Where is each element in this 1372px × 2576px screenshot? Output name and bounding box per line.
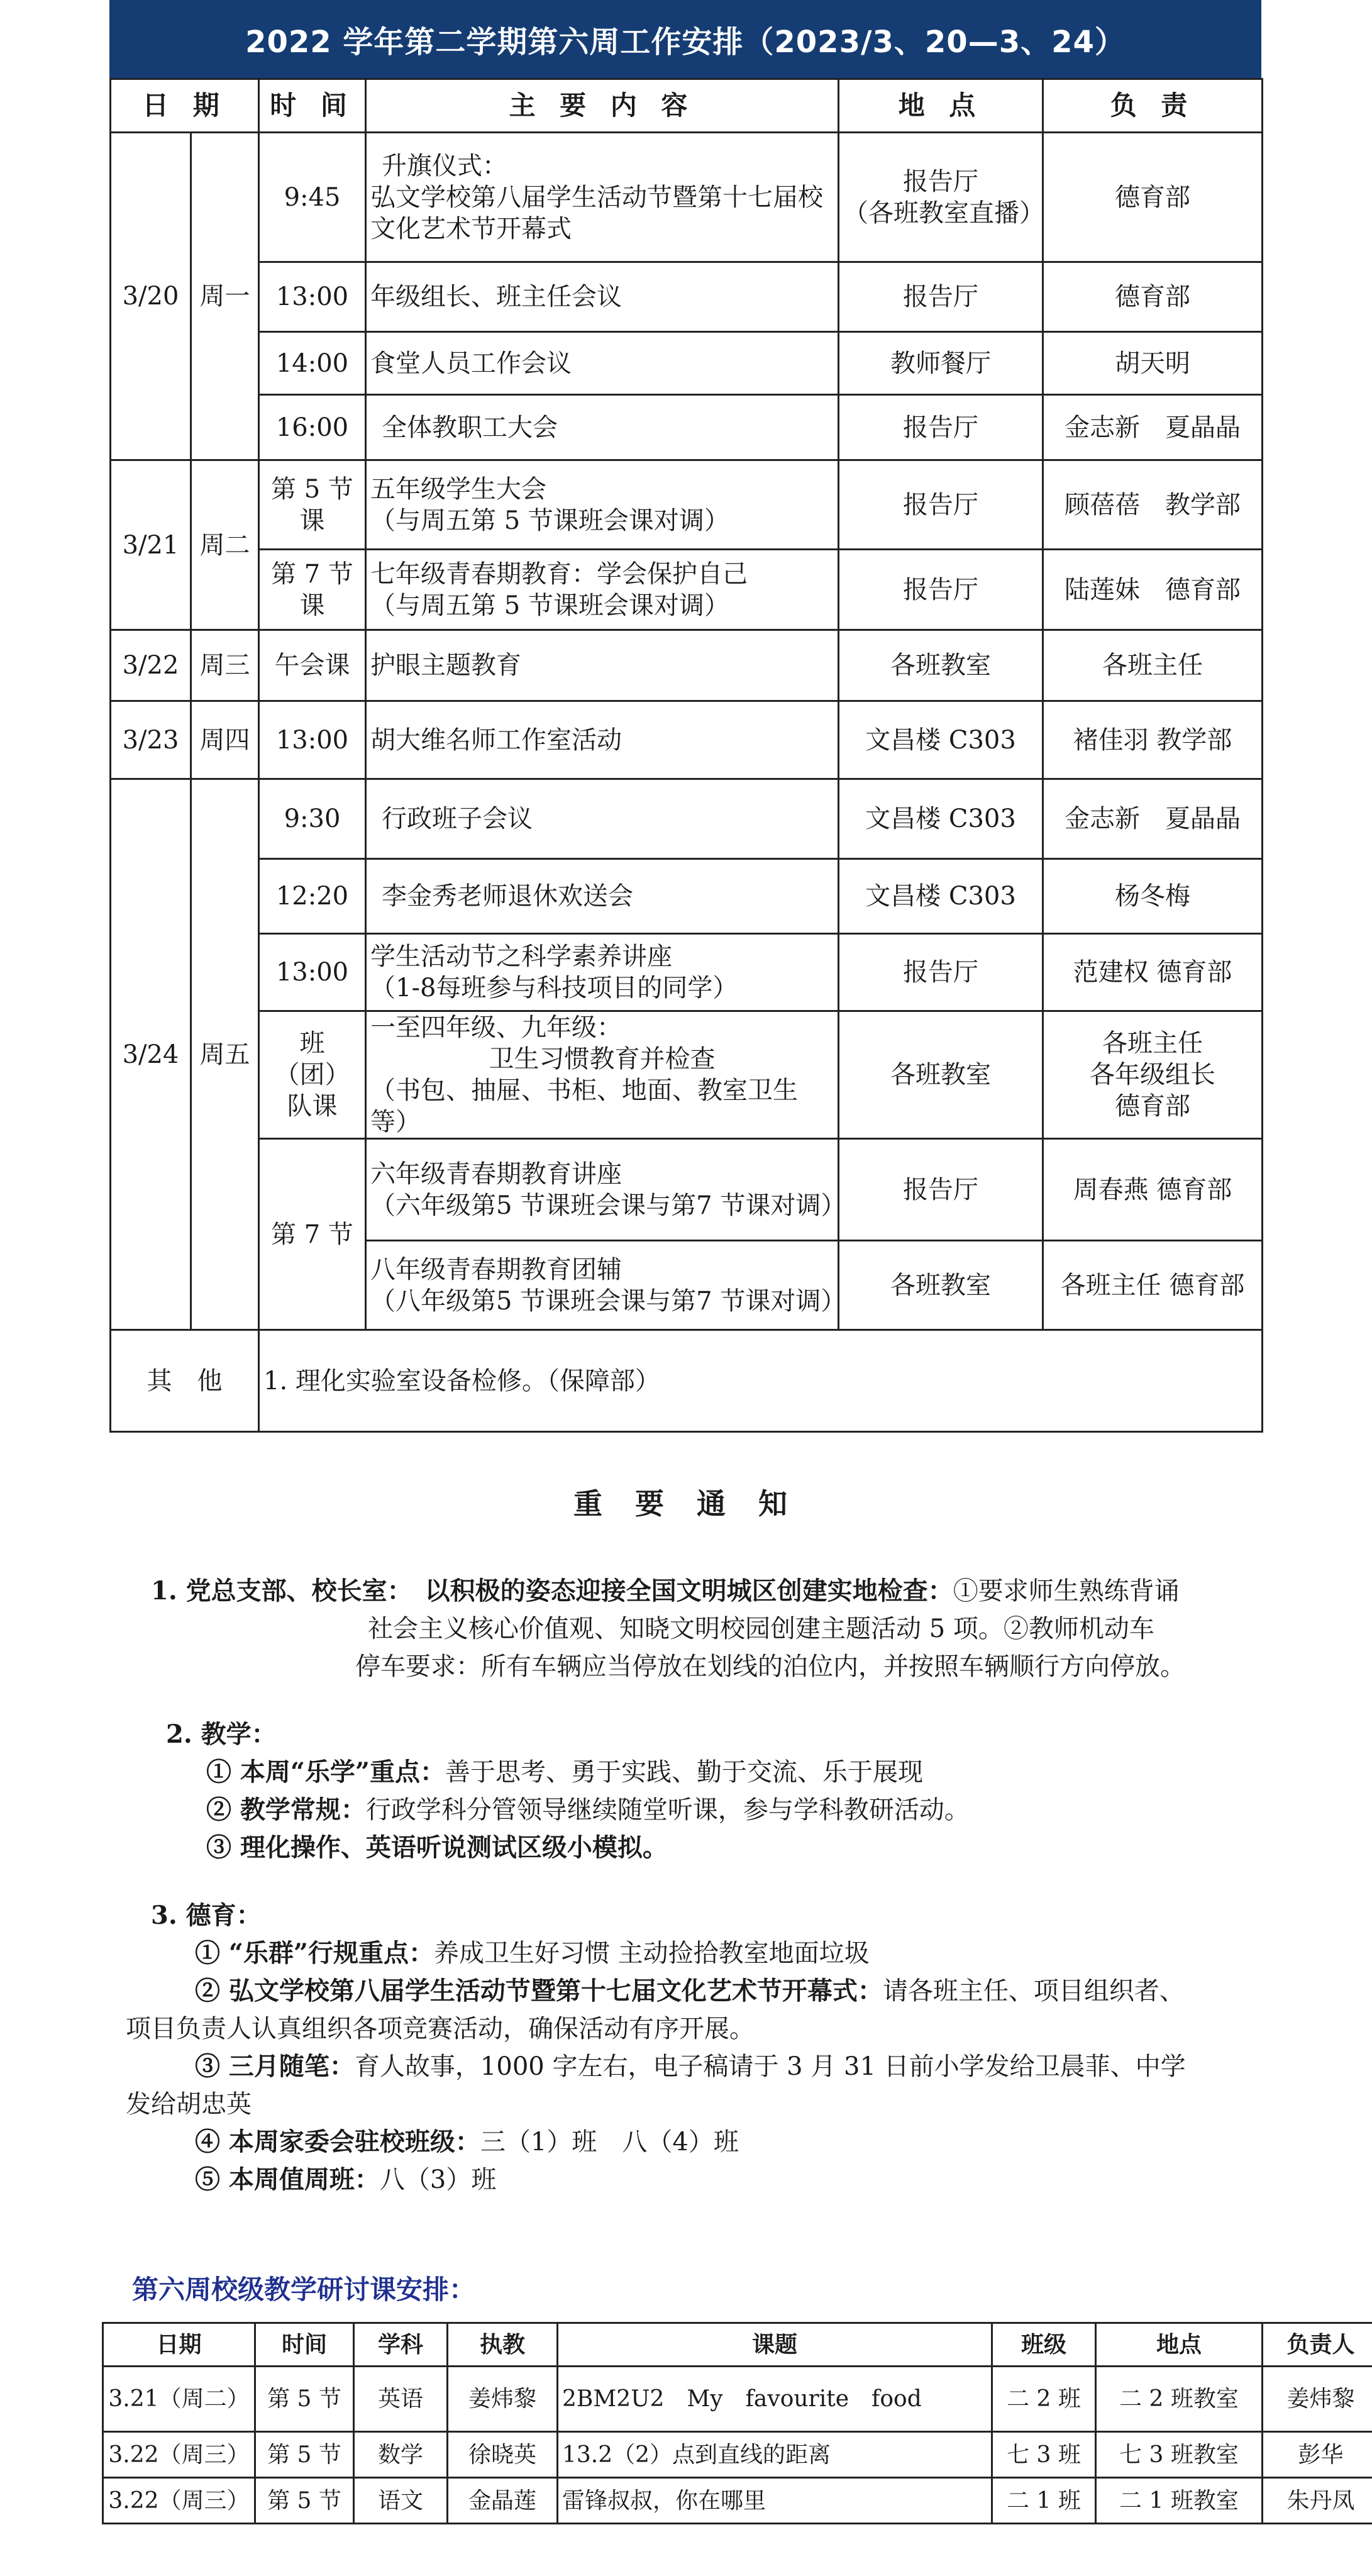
notice-line: ① “乐群”行规重点：养成卫生好习惯 主动捡拾教室地面垃圾 xyxy=(195,1938,870,1968)
content-cell: 八年级青春期教育团辅 （八年级第5 节课班会课与第7 节课对调） xyxy=(366,1241,839,1330)
owner-cell: 德育部 xyxy=(1043,262,1263,332)
place-cell: 报告厅 xyxy=(839,262,1043,332)
time-cell: 13:00 xyxy=(259,262,366,332)
notice-line: 停车要求：所有车辆应当停放在划线的泊位内，并按照车辆顺行方向停放。 xyxy=(355,1652,1185,1681)
place-cell: 报告厅 xyxy=(839,934,1043,1011)
place-cell: 报告厅 xyxy=(839,550,1043,630)
time-cell: 午会课 xyxy=(259,630,366,701)
place-cell: 报告厅 xyxy=(839,460,1043,550)
owner-cell: 周春燕 德育部 xyxy=(1043,1139,1263,1241)
weekday-cell: 周三 xyxy=(191,630,259,701)
research-cell: 2BM2U2 My favourite food xyxy=(558,2367,992,2432)
time-cell: 14:00 xyxy=(259,332,366,395)
notice-line: 发给胡忠英 xyxy=(126,2090,252,2119)
research-cell: 徐晓英 xyxy=(448,2432,558,2478)
place-cell: 文昌楼 C303 xyxy=(839,701,1043,779)
time-cell: 16:00 xyxy=(259,395,366,460)
research-cell: 姜炜黎 xyxy=(448,2367,558,2432)
col-content: 主 要 内 容 xyxy=(366,79,839,133)
research-cell: 第 5 节 xyxy=(255,2478,354,2524)
research-row xyxy=(103,2478,1372,2524)
research-header: 日期 xyxy=(103,2323,255,2367)
time-cell: 班（团） 队课 xyxy=(259,1011,366,1139)
research-cell: 七 3 班 xyxy=(992,2432,1096,2478)
place-cell: 文昌楼 C303 xyxy=(839,859,1043,934)
research-cell: 3.21（周二） xyxy=(103,2367,255,2432)
research-row xyxy=(103,2432,1372,2478)
content-cell: 胡大维名师工作室活动 xyxy=(366,701,839,779)
other-label: 其 他 xyxy=(111,1330,259,1432)
time-cell: 9:30 xyxy=(259,779,366,859)
research-cell: 13.2（2）点到直线的距离 xyxy=(558,2432,992,2478)
research-cell: 彭华 xyxy=(1263,2432,1372,2478)
notice-line: 项目负责人认真组织各项竞赛活动，确保活动有序开展。 xyxy=(126,2014,755,2043)
date-cell: 3/21 xyxy=(111,460,191,630)
schedule xyxy=(109,0,1261,1433)
notice-line: 社会主义核心价值观、知晓文明校园创建主题活动 5 项。②教师机动车 xyxy=(368,1614,1154,1643)
research-cell: 七 3 班教室 xyxy=(1096,2432,1263,2478)
date-cell: 3/24 xyxy=(111,779,191,1330)
content-cell: 护眼主题教育 xyxy=(366,630,839,701)
place-cell: 文昌楼 C303 xyxy=(839,779,1043,859)
weekday-cell: 周一 xyxy=(191,133,259,460)
date-cell: 3/22 xyxy=(111,630,191,701)
notice-item-1: 1. 党总支部、校长室： 以积极的姿态迎接全国文明城区创建实地检查：①要求师生熟练背诵 xyxy=(151,1576,1180,1606)
place-cell: 教师餐厅 xyxy=(839,332,1043,395)
place-cell: 各班教室 xyxy=(839,630,1043,701)
research-cell: 数学 xyxy=(354,2432,448,2478)
owner-cell: 德育部 xyxy=(1043,133,1263,262)
content-cell: 全体教职工大会 xyxy=(366,395,839,460)
time-cell: 第 7 节 xyxy=(259,1139,366,1330)
time-cell: 第 5 节课 xyxy=(259,460,366,550)
owner-cell: 范建权 德育部 xyxy=(1043,934,1263,1011)
place-cell: 报告厅 xyxy=(839,1139,1043,1241)
content-cell: 七年级青春期教育：学会保护自己 （与周五第 5 节课班会课对调） xyxy=(366,550,839,630)
research-header: 学科 xyxy=(354,2323,448,2367)
content-cell: 年级组长、班主任会议 xyxy=(366,262,839,332)
notice-line: ⑤ 本周值周班：八（3）班 xyxy=(195,2165,497,2194)
place-cell: 各班教室 xyxy=(839,1011,1043,1139)
col-place: 地 点 xyxy=(839,79,1043,133)
notice-item-2: 2. 教学： xyxy=(166,1719,277,1749)
notice-line: ② 弘文学校第八届学生活动节暨第十七届文化艺术节开幕式：请各班主任、项目组织者、 xyxy=(195,1976,1185,2006)
research-cell: 二 2 班教室 xyxy=(1096,2367,1263,2432)
notice-body xyxy=(126,1572,1283,2199)
owner-cell: 各班主任 各年级组长 德育部 xyxy=(1043,1011,1263,1139)
content-cell: 五年级学生大会 （与周五第 5 节课班会课对调） xyxy=(366,460,839,550)
notice-line: ① 本周“乐学”重点：善于思考、勇于实践、勤于交流、乐于展现 xyxy=(206,1757,923,1787)
notice-line: ③ 三月随笔：育人故事，1000 字左右，电子稿请于 3 月 31 日前小学发给卫晨菲、中学 xyxy=(195,2051,1186,2081)
content-cell: 李金秀老师退休欢送会 xyxy=(366,859,839,934)
research-header: 执教 xyxy=(448,2323,558,2367)
owner-cell: 杨冬梅 xyxy=(1043,859,1263,934)
content-cell: 行政班子会议 xyxy=(366,779,839,859)
col-date: 日 期 xyxy=(111,79,259,133)
time-cell: 13:00 xyxy=(259,701,366,779)
time-cell: 9:45 xyxy=(259,133,366,262)
research-header: 负责人 xyxy=(1263,2323,1372,2367)
content-cell: 学生活动节之科学素养讲座 （1-8每班参与科技项目的同学） xyxy=(366,934,839,1011)
content-cell: 六年级青春期教育讲座 （六年级第5 节课班会课与第7 节课对调） xyxy=(366,1139,839,1241)
place-cell: 报告厅 xyxy=(839,395,1043,460)
owner-cell: 褚佳羽 教学部 xyxy=(1043,701,1263,779)
research-cell: 3.22（周三） xyxy=(103,2478,255,2524)
schedule-title: 2022 学年第二学期第六周工作安排（2023/3、20—3、24） xyxy=(109,0,1261,78)
content-cell: 食堂人员工作会议 xyxy=(366,332,839,395)
col-owner: 负 责 xyxy=(1043,79,1263,133)
schedule-table xyxy=(109,78,1263,1433)
other-content: 1. 理化实验室设备检修。（保障部） xyxy=(259,1330,1263,1432)
content-cell: 升旗仪式： 弘文学校第八届学生活动节暨第十七届校文化艺术节开幕式 xyxy=(366,133,839,262)
research-cell: 二 2 班 xyxy=(992,2367,1096,2432)
weekday-cell: 周五 xyxy=(191,779,259,1330)
owner-cell: 金志新 夏晶晶 xyxy=(1043,395,1263,460)
research-header: 班级 xyxy=(992,2323,1096,2367)
owner-cell: 各班主任 德育部 xyxy=(1043,1241,1263,1330)
col-time: 时 间 xyxy=(259,79,366,133)
notice-line: ② 教学常规：行政学科分管领导继续随堂听课，参与学科教研活动。 xyxy=(206,1795,970,1824)
research-cell: 英语 xyxy=(354,2367,448,2432)
research-cell: 金晶莲 xyxy=(448,2478,558,2524)
research-cell: 第 5 节 xyxy=(255,2432,354,2478)
owner-cell: 金志新 夏晶晶 xyxy=(1043,779,1263,859)
research-cell: 3.22（周三） xyxy=(103,2432,255,2478)
date-cell: 3/20 xyxy=(111,133,191,460)
notice-line: ④ 本周家委会驻校班级：三（1）班 八（4）班 xyxy=(195,2127,739,2157)
research-row xyxy=(103,2367,1372,2432)
research-cell: 语文 xyxy=(354,2478,448,2524)
owner-cell: 顾蓓蓓 教学部 xyxy=(1043,460,1263,550)
weekday-cell: 周四 xyxy=(191,701,259,779)
research-table xyxy=(102,2322,1372,2524)
notice-line: ③ 理化操作、英语听说测试区级小模拟。 xyxy=(206,1833,668,1862)
research-title: 第六周校级教学研讨课安排： xyxy=(132,2274,476,2305)
notice-title: 重 要 通 知 xyxy=(573,1487,799,1521)
time-cell: 13:00 xyxy=(259,934,366,1011)
time-cell: 第 7 节课 xyxy=(259,550,366,630)
time-cell: 12:20 xyxy=(259,859,366,934)
date-cell: 3/23 xyxy=(111,701,191,779)
research-cell: 雷锋叔叔，你在哪里 xyxy=(558,2478,992,2524)
research-cell: 朱丹凤 xyxy=(1263,2478,1372,2524)
research-cell: 二 1 班教室 xyxy=(1096,2478,1263,2524)
weekday-cell: 周二 xyxy=(191,460,259,630)
notice-item-3: 3. 德育： xyxy=(151,1901,262,1930)
owner-cell: 各班主任 xyxy=(1043,630,1263,701)
research-header: 地点 xyxy=(1096,2323,1263,2367)
research-cell: 姜炜黎 xyxy=(1263,2367,1372,2432)
owner-cell: 陆莲妹 德育部 xyxy=(1043,550,1263,630)
research-cell: 二 1 班 xyxy=(992,2478,1096,2524)
research-header: 课题 xyxy=(558,2323,992,2367)
place-cell: 报告厅 （各班教室直播） xyxy=(839,133,1043,262)
owner-cell: 胡天明 xyxy=(1043,332,1263,395)
research-cell: 第 5 节 xyxy=(255,2367,354,2432)
place-cell: 各班教室 xyxy=(839,1241,1043,1330)
content-cell: 一至四年级、九年级： 卫生习惯教育并检查 （书包、抽屉、书柜、地面、教室卫生等） xyxy=(366,1011,839,1139)
research-header: 时间 xyxy=(255,2323,354,2367)
